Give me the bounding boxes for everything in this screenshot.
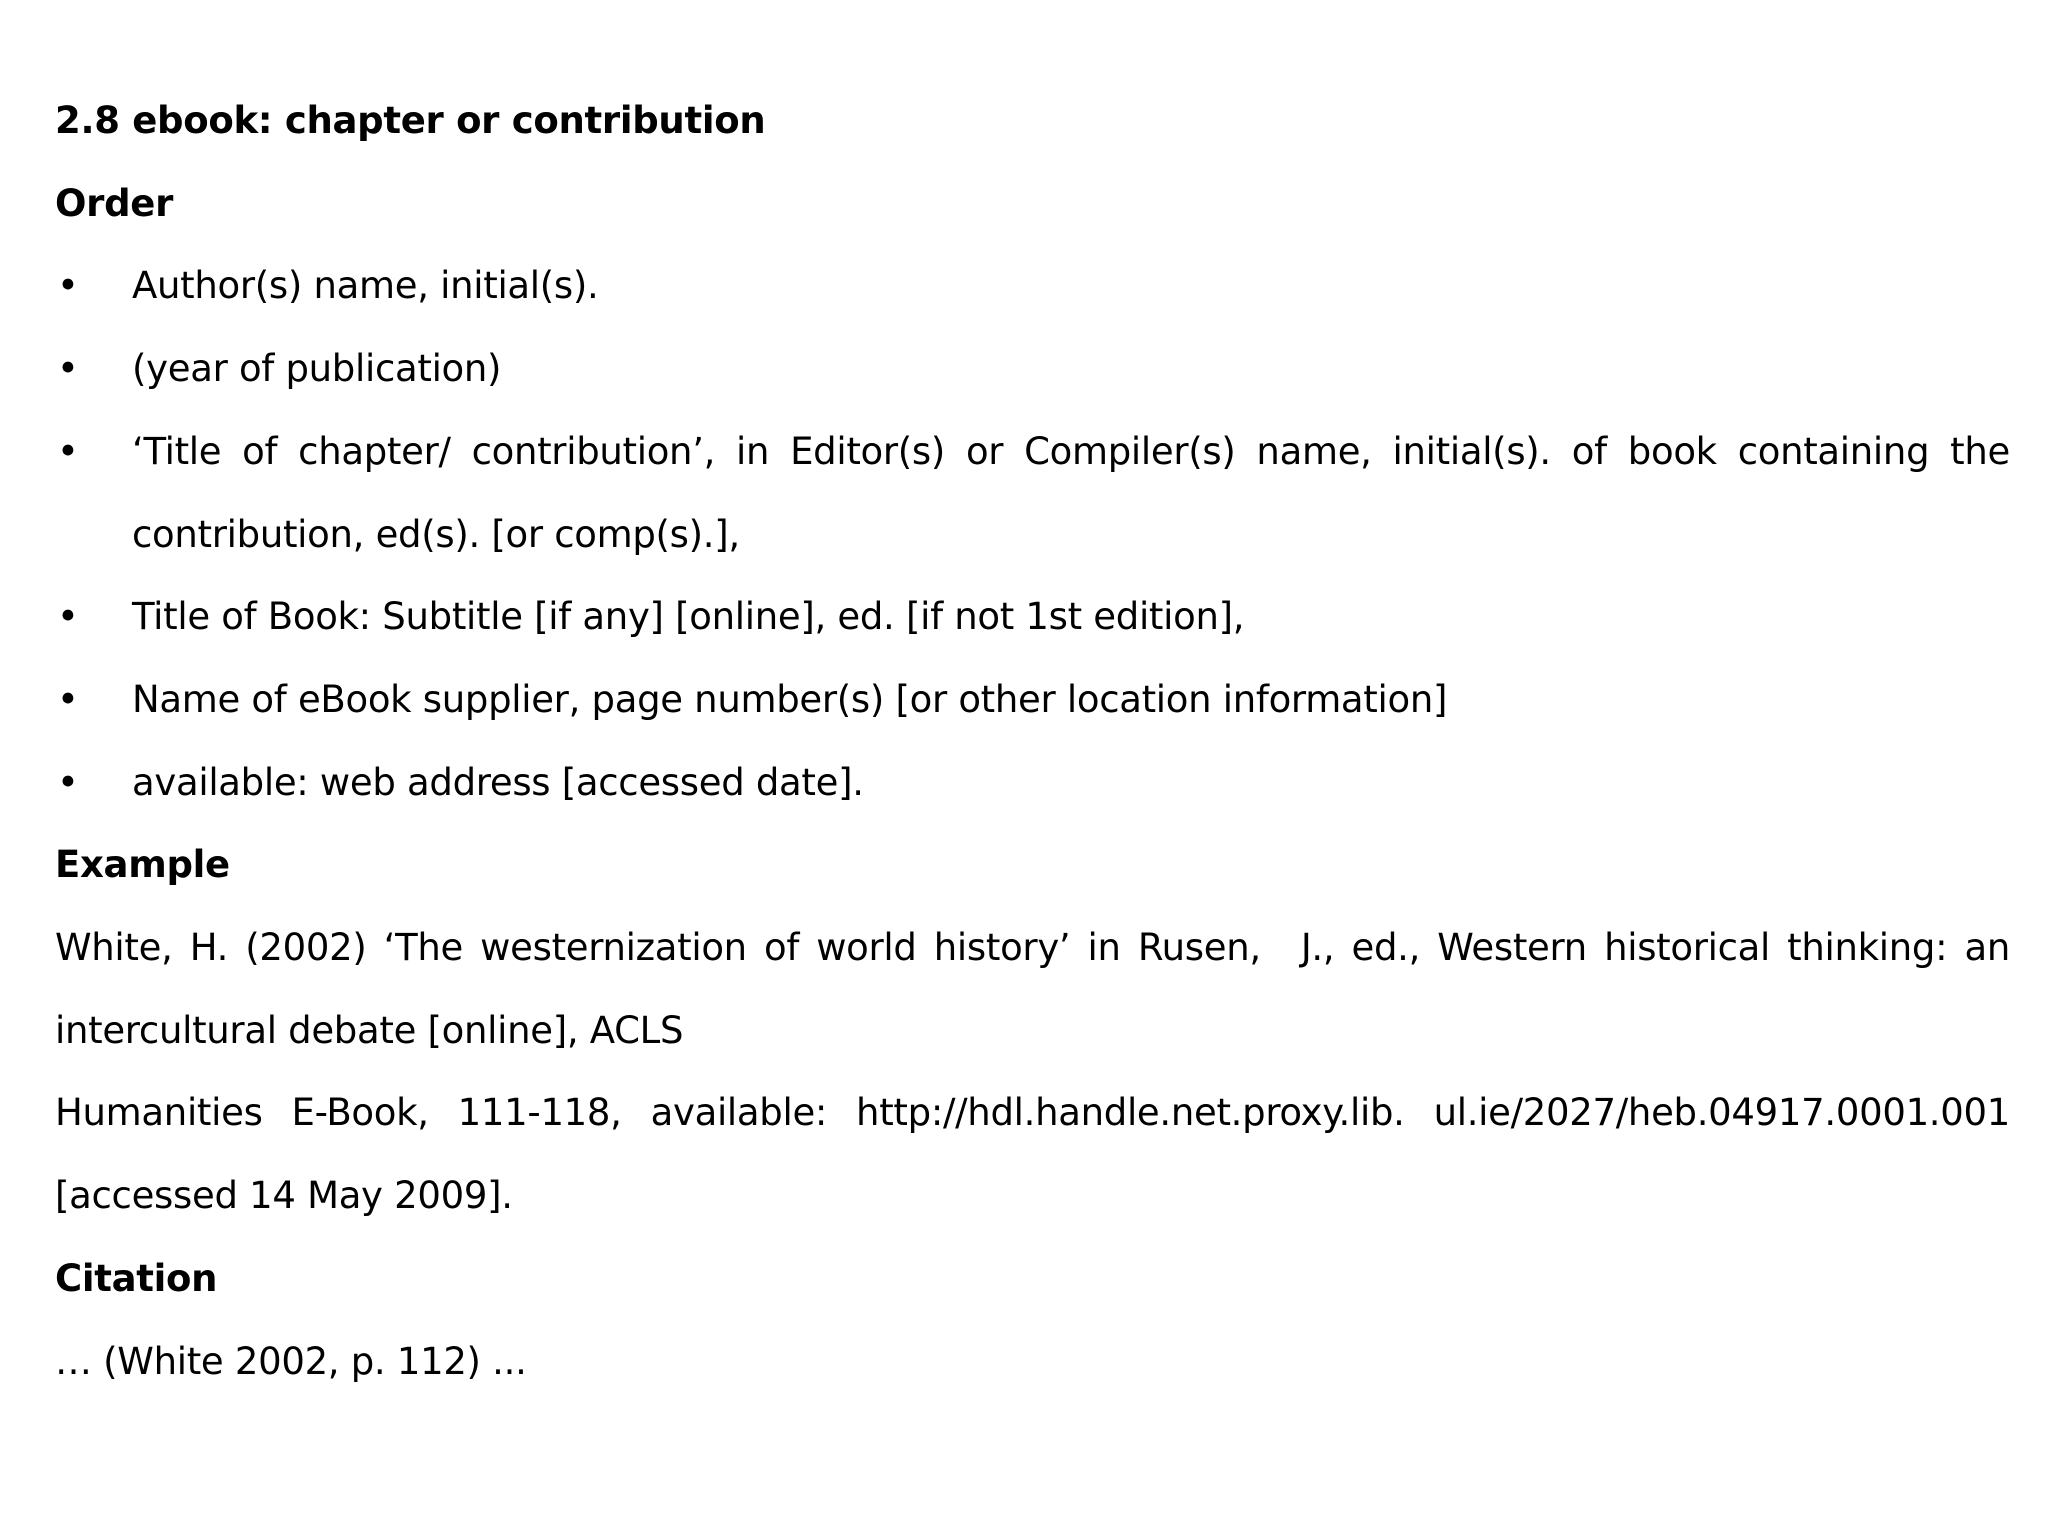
order-item-text (132, 411, 2010, 576)
order-item-text-line: ‘Title of chapter/ contribution’, in Editor(s) or Compiler(s) name, initial(s). of book containing the (132, 429, 2010, 473)
example-line: Humanities E-Book, 111-118, available: http://hdl.handle.net.proxy.lib. ul.ie/2027/heb.04917.0001.001 (55, 1091, 2010, 1135)
citation-text: … (White 2002, p. 112) ... (55, 1339, 527, 1383)
order-item-text: Author(s) name, initial(s). (132, 264, 599, 308)
order-item-text-line: contribution, ed(s). [or comp(s).], (132, 512, 740, 556)
bullet-icon: • (57, 264, 79, 308)
example-text: J., ed., Western historical thinking: an (1300, 926, 2010, 970)
order-item-text: Name of eBook supplier, page number(s) [or other location information] (132, 677, 1448, 721)
order-item-year (55, 328, 2010, 411)
bullet-icon: • (57, 429, 79, 473)
example-line: [accessed 14 May 2009]. (55, 1174, 513, 1218)
order-item-author (55, 245, 2010, 328)
order-item-text: available: web address [accessed date]. (132, 760, 864, 804)
example-heading: Example (55, 843, 230, 887)
bullet-icon: • (57, 595, 79, 639)
example-line (55, 907, 2010, 990)
example-text: White, H. (2002) ‘The westernization of world history’ in Rusen, (55, 926, 1261, 970)
section-title: 2.8 ebook: chapter or contribution (55, 99, 766, 142)
order-item-available (55, 742, 2010, 825)
order-heading: Order (55, 181, 174, 225)
order-item-text: (year of publication) (132, 347, 502, 391)
order-item-book-title (55, 576, 2010, 659)
bullet-icon: • (57, 347, 79, 391)
example-line: intercultural debate [online], ACLS (55, 1008, 684, 1052)
order-item-text: Title of Book: Subtitle [if any] [online], ed. [if not 1st edition], (132, 595, 1245, 639)
bullet-icon: • (57, 677, 79, 721)
order-item-chapter-title (55, 411, 2010, 576)
document-page (55, 80, 2010, 1403)
bullet-icon: • (57, 760, 79, 804)
citation-heading: Citation (55, 1256, 218, 1300)
order-item-supplier (55, 659, 2010, 742)
